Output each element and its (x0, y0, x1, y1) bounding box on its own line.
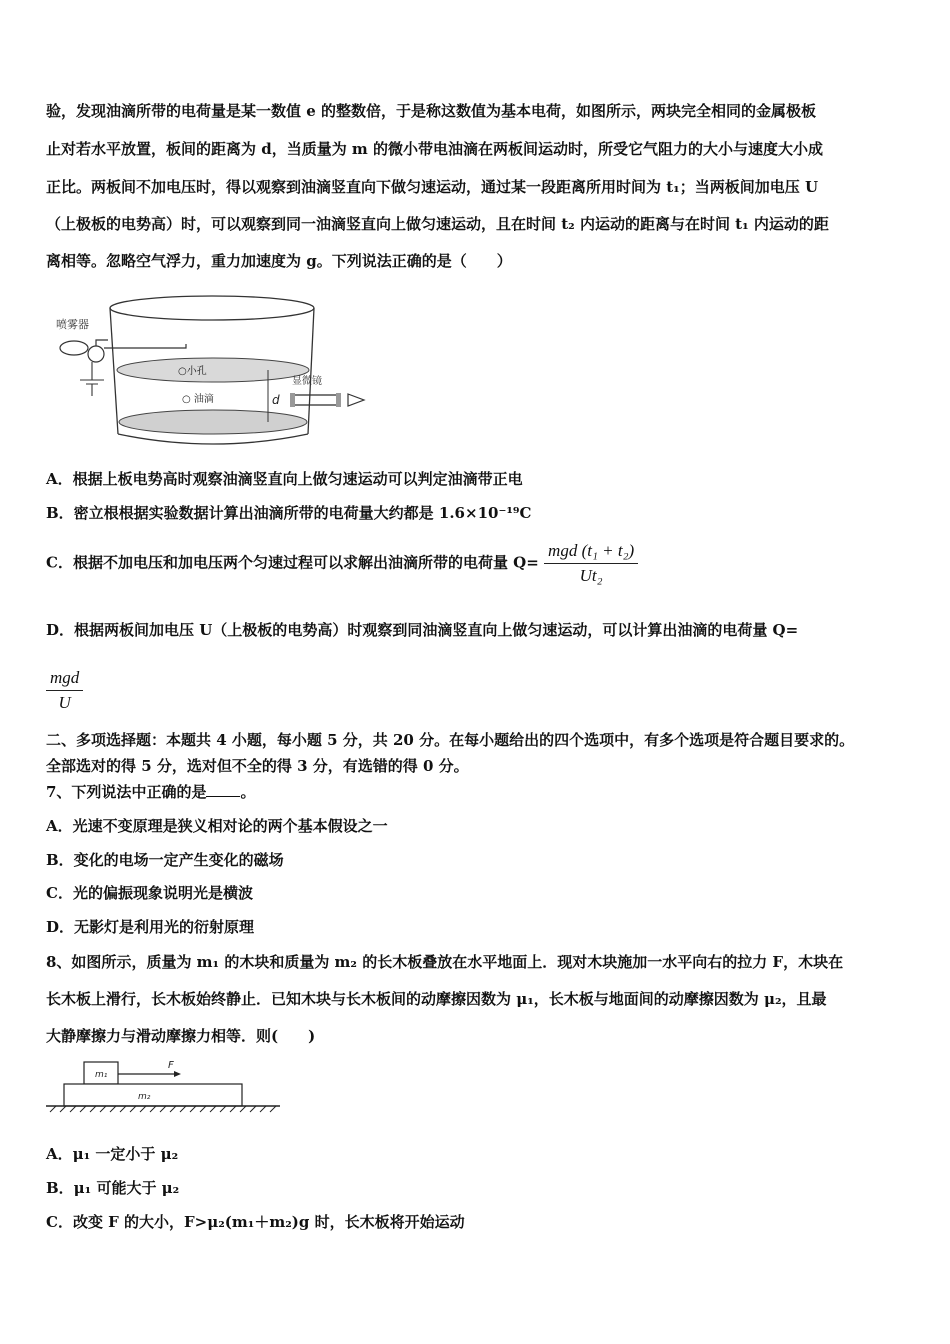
q6-option-b[interactable]: B．密立根根据实验数据计算出油滴所带的电荷量大约都是 1.6×10⁻¹⁹C (46, 504, 532, 522)
q8-line-3: 大静摩擦力与滑动摩擦力相等．则( ) (46, 1027, 316, 1045)
sprayer-bulb-icon (60, 341, 88, 355)
q6-option-d-formula (46, 668, 83, 713)
formula-denominator: U (46, 690, 83, 713)
q7-option-a[interactable]: A．光速不变原理是狭义相对论的两个基本假设之一 (46, 817, 388, 835)
section2-line-2: 全部选对的得 5 分，选对但不全的得 3 分，有选错的得 0 分。 (46, 757, 469, 775)
formula-numerator: mgd (t₁ + t₂) (548, 541, 635, 560)
force-label: F (168, 1060, 174, 1071)
eye-icon (348, 394, 364, 406)
board-label: m₂ (138, 1092, 151, 1102)
q7-stem: 7、下列说法中正确的是 。 (46, 783, 256, 801)
hole-label: ○小孔 (178, 366, 207, 377)
q8-option-c[interactable]: C．改变 F 的大小，F>μ₂(m₁＋m₂)g 时，长木板将开始运动 (46, 1213, 465, 1231)
q7-option-c[interactable]: C．光的偏振现象说明光是横波 (46, 884, 253, 902)
q6-option-d[interactable]: D．根据两板间加电压 U（上极板的电势高）时观察到同油滴竖直向上做匀速运动，可以计算出油滴的电荷量 Q= (46, 621, 799, 639)
q8-line-1: 8、如图所示，质量为 m₁ 的木块和质量为 m₂ 的长木板叠放在水平地面上．现对木块施加一水平向右的拉力 F，木块在 (46, 953, 844, 971)
q7-option-d[interactable]: D．无影灯是利用光的衍射原理 (46, 918, 255, 936)
lower-plate (119, 410, 307, 434)
microscope-icon (294, 395, 338, 405)
q6-line-4: （上极板的电势高）时，可以观察到同一油滴竖直向上做匀速运动，且在时间 t₂ 内运动的距离与在时间 t₁ 内运动的距 (46, 215, 829, 233)
q6-line-3: 正比。两板间不加电压时，得以观察到油滴竖直向下做匀速运动，通过某一段距离所用时间为 t₁；当两板间加电压 U (46, 178, 819, 196)
q6-line-1: 验，发现油滴所带的电荷量是某一数值 e 的整数倍，于是称这数值为基本电荷，如图所示，两块完全相同的金属极板 (46, 102, 816, 120)
formula-numerator: mgd (50, 668, 80, 687)
oil-drop-label: ○ 油滴 (182, 394, 214, 405)
q7-option-b[interactable]: B．变化的电场一定产生变化的磁场 (46, 851, 284, 869)
board-m2 (64, 1084, 242, 1106)
q8-option-b[interactable]: B．μ₁ 可能大于 μ₂ (46, 1179, 180, 1197)
ground-hatch (50, 1106, 276, 1112)
q6-option-c[interactable] (46, 541, 638, 586)
q6-line-2: 止对若水平放置，板间的距离为 d，当质量为 m 的微小带电油滴在两板间运动时，所受它气阻力的大小与速度大小成 (46, 140, 824, 158)
formula-denominator: Ut₂ (544, 563, 638, 586)
q6-line-5: 离相等。忽略空气浮力，重力加速度为 g。下列说法正确的是（ ） (46, 252, 512, 270)
sprayer-label: 喷雾器 (56, 318, 89, 331)
q8-option-a[interactable]: A．μ₁ 一定小于 μ₂ (46, 1145, 179, 1163)
microscope-label: 显微镜 (292, 376, 322, 387)
block-label: m₁ (95, 1070, 108, 1080)
upper-plate (117, 358, 309, 382)
q6-option-c-formula (544, 541, 638, 586)
container-top (110, 296, 314, 320)
q6-option-a[interactable]: A．根据上板电势高时观察油滴竖直向上做匀速运动可以判定油滴带正电 (46, 470, 523, 488)
oil-drop-apparatus-figure (46, 292, 376, 452)
q8-line-2: 长木板上滑行，长木板始终静止．已知木块与长木板间的动摩擦因数为 μ₁，长木板与地面间的动摩擦因数为 μ₂，且最 (46, 990, 827, 1008)
distance-label: d (272, 393, 280, 407)
section2-line-1: 二、多项选择题：本题共 4 小题，每小题 5 分，共 20 分。在每小题给出的四个选项中，有多个选项是符合题目要求的。 (46, 731, 855, 749)
q6-option-c-text: C．根据不加电压和加电压两个匀速过程可以求解出油滴所带的电荷量 Q= (46, 553, 539, 572)
block-board-figure (44, 1054, 284, 1118)
answer-blank (206, 782, 240, 797)
